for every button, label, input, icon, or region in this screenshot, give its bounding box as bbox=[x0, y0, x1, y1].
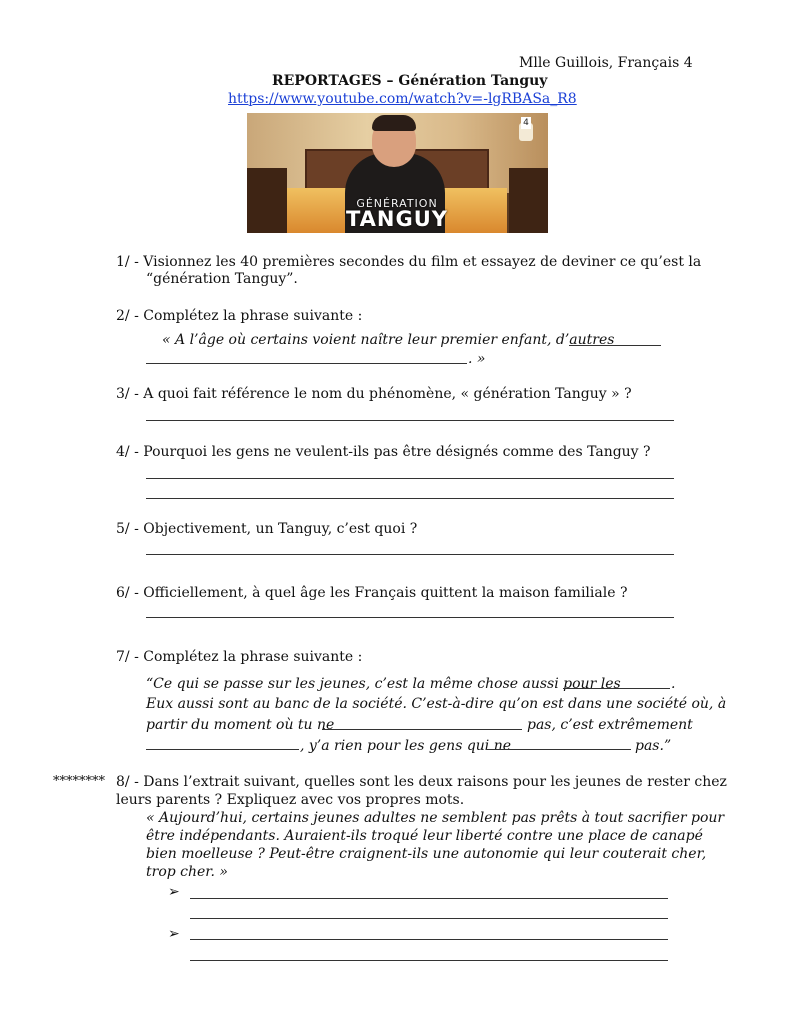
question-2-quote: « A l’âge où certains voient naître leur premier enfant, d’autres bbox=[162, 332, 615, 348]
bullet-arrow-icon: ➢ bbox=[168, 884, 180, 900]
page-title: REPORTAGES – Génération Tanguy bbox=[272, 73, 548, 89]
teacher-label: Mlle Guillois, Français 4 bbox=[519, 55, 693, 71]
video-link[interactable]: https://www.youtube.com/watch?v=-lgRBASa_R8 bbox=[228, 91, 577, 107]
question-7-text: pas.” bbox=[635, 738, 672, 754]
channel-badge: 4 bbox=[521, 117, 531, 129]
question-2-quote-end: . » bbox=[468, 351, 486, 367]
question-7-text: . bbox=[671, 676, 676, 692]
video-thumbnail bbox=[247, 113, 548, 233]
answer-blank[interactable] bbox=[563, 688, 670, 689]
question-2: 2/ - Complétez la phrase suivante : bbox=[116, 308, 363, 324]
question-7-text: Eux aussi sont au banc de la société. C’est-à-dire qu’on est dans une société où, à bbox=[146, 696, 727, 712]
answer-blank[interactable] bbox=[322, 729, 522, 730]
question-1: 1/ - Visionnez les 40 premières secondes du film et essayez de deviner ce qu’est la bbox=[116, 254, 702, 270]
question-7: 7/ - Complétez la phrase suivante : bbox=[116, 649, 363, 665]
question-8-cont: leurs parents ? Expliquez avec vos propres mots. bbox=[116, 792, 465, 808]
answer-line[interactable] bbox=[190, 898, 668, 899]
answer-line[interactable] bbox=[146, 478, 674, 479]
question-8-quote: bien moelleuse ? Peut-être craignent-ils une autonomie qui leur couterait cher, bbox=[146, 846, 707, 862]
question-6: 6/ - Officiellement, à quel âge les Français quittent la maison familiale ? bbox=[116, 585, 628, 601]
answer-line[interactable] bbox=[146, 498, 674, 499]
question-7-text: pas, c’est extrêmement bbox=[527, 717, 693, 733]
answer-line[interactable] bbox=[146, 420, 674, 421]
question-7-text: partir du moment où tu ne bbox=[146, 717, 335, 733]
question-7-text: , y’a rien pour les gens qui ne bbox=[300, 738, 512, 754]
answer-blank[interactable] bbox=[146, 363, 467, 364]
thumbnail-subtitle: GÉNÉRATION bbox=[356, 197, 438, 210]
question-5: 5/ - Objectivement, un Tanguy, c’est quoi ? bbox=[116, 521, 418, 537]
question-3: 3/ - A quoi fait référence le nom du phénomène, « génération Tanguy » ? bbox=[116, 386, 632, 402]
question-8-quote: trop cher. » bbox=[146, 864, 228, 880]
answer-line[interactable] bbox=[190, 939, 668, 940]
answer-line[interactable] bbox=[146, 554, 674, 555]
answer-blank[interactable] bbox=[146, 749, 299, 750]
answer-blank[interactable] bbox=[486, 749, 631, 750]
question-4: 4/ - Pourquoi les gens ne veulent-ils pas être désignés comme des Tanguy ? bbox=[116, 444, 651, 460]
thumbnail-title: TANGUY bbox=[345, 207, 449, 231]
question-8-quote: « Aujourd’hui, certains jeunes adultes ne semblent pas prêts à tout sacrifier pour bbox=[146, 810, 725, 826]
answer-blank[interactable] bbox=[569, 345, 661, 346]
question-1-cont: “génération Tanguy”. bbox=[146, 271, 298, 287]
answer-line[interactable] bbox=[146, 617, 674, 618]
question-8-quote: être indépendants. Auraient-ils troqué leur liberté contre une place de canapé bbox=[146, 828, 703, 844]
bullet-arrow-icon: ➢ bbox=[168, 926, 180, 942]
question-8: 8/ - Dans l’extrait suivant, quelles sont les deux raisons pour les jeunes de rester chez bbox=[116, 774, 727, 790]
question-7-text: “Ce qui se passe sur les jeunes, c’est la même chose aussi pour les bbox=[146, 676, 621, 692]
stars-marker: ******** bbox=[53, 774, 105, 789]
answer-line[interactable] bbox=[190, 960, 668, 961]
answer-line[interactable] bbox=[190, 918, 668, 919]
